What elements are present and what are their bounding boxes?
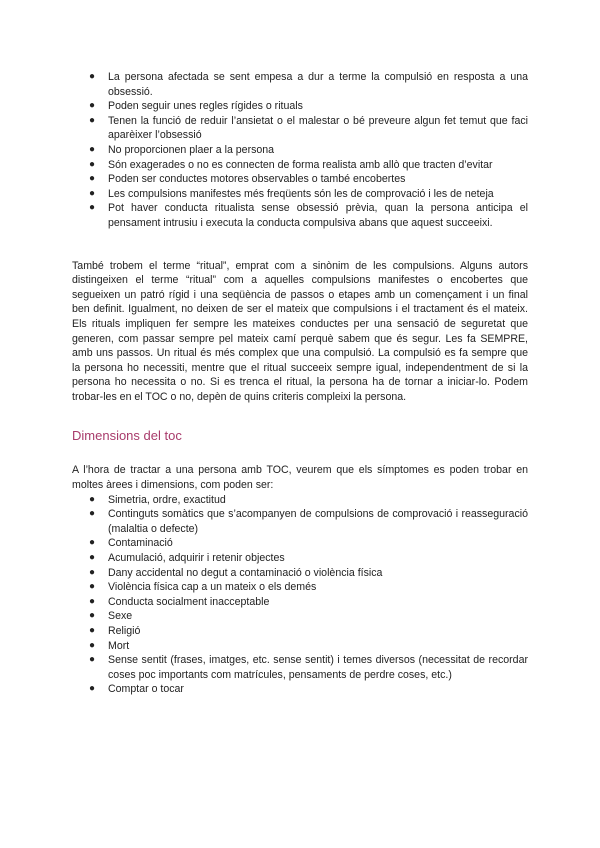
bullet-icon: ●	[89, 71, 96, 82]
list-item-text: No proporcionen plaer a la persona	[108, 143, 275, 156]
bullet-icon: ●	[89, 654, 96, 666]
list-item-text: Poden ser conductes motores observables o també encobertes	[108, 173, 406, 186]
bullet-icon: ●	[89, 143, 96, 155]
list-item	[72, 143, 528, 158]
list-item-text: Tenen la funció de reduir l’ansietat o el malestar o bé preveure algun fet temut que faci aparèixer l’obsessió	[108, 114, 528, 142]
bullet-icon: ●	[89, 537, 96, 549]
list-item-text: Sense sentit (frases, imatges, etc. sense sentit) i temes diversos (necessitat de recordar coses poc importants com matrícules, pensaments de perdre coses, etc.)	[108, 654, 528, 681]
list-item	[72, 551, 528, 566]
list-item	[72, 639, 528, 654]
list-item-text: Acumulació, adquirir i retenir objectes	[108, 552, 285, 565]
list-item-text: Violència física cap a un mateix o els demés	[108, 581, 317, 594]
bullet-icon: ●	[89, 100, 96, 112]
list-item-text: Pot haver conducta ritualista sense obsessió prèvia, quan la persona anticipa el pensament intrusiu i executa la conducta compulsiva abans que aquest succeeixi.	[108, 202, 528, 229]
bullet-icon: ●	[89, 202, 96, 214]
bullet-icon: ●	[89, 595, 96, 607]
list-item	[72, 187, 528, 202]
bullet-icon: ●	[89, 610, 96, 622]
list-item	[72, 566, 528, 581]
bullet-icon: ●	[89, 625, 96, 636]
list-item-text: La persona afectada se sent empesa a dur a terme la compulsió en resposta a una obsessió.	[108, 71, 528, 98]
list-item	[72, 114, 528, 143]
bullet-icon: ●	[89, 187, 96, 199]
list-item-text: Les compulsions manifestes més freqüents són les de comprovació i les de neteja	[108, 187, 494, 200]
list-item	[72, 624, 528, 639]
list-item-text: Poden seguir unes regles rígides o rituals	[108, 100, 303, 113]
bullet-icon: ●	[89, 683, 96, 695]
list-item	[72, 580, 528, 595]
list-item	[72, 201, 528, 230]
bullet-icon: ●	[89, 639, 96, 651]
list-item-text: Dany accidental no degut a contaminació o violència física	[108, 566, 383, 579]
list-item	[72, 70, 528, 99]
list-item-text: Sexe	[108, 610, 133, 623]
bullet-icon: ●	[89, 552, 96, 564]
bullet-icon: ●	[89, 173, 96, 185]
list-item	[72, 609, 528, 624]
bullet-icon: ●	[89, 493, 96, 505]
list-item	[72, 536, 528, 551]
bullet-icon: ●	[89, 158, 96, 170]
list-item-text: Religió	[108, 625, 141, 637]
dimensions-intro-paragraph: A l’hora de tractar a una persona amb TOC, veurem que els símptomes es poden trobar en moltes àrees i dimensions, com poden ser:	[72, 464, 528, 492]
list-item-text: Contaminació	[108, 537, 173, 550]
bullet-icon: ●	[89, 114, 96, 126]
list-item	[72, 653, 528, 682]
list-item	[72, 595, 528, 610]
list-item	[72, 682, 528, 697]
list-item-text: Són exagerades o no es connecten de forma realista amb allò que tracten d’evitar	[108, 158, 493, 171]
ritual-paragraph: També trobem el terme “ritual”, emprat com a sinònim de les compulsions. Alguns autors distingeixen el terme “ritual” com a aquelles compulsions manifestes o encobertes que segueixen un patró rígid i una seqüència de passos o etapes amb un començament i un final ben definit. Igualment, no deixen de ser el mateix que compulsions i el tractament és el mateix. Els rituals impliquen fer sempre les mateixes conductes per una sensació de seguretat que generen, com passar sempre pel mateix camí perquè sabem que és segur. Les fa SEMPRE, amb uns passos. Un ritual és més complex que una compulsió. La compulsió es fa sempre que la persona ho necessiti, mentre que el ritual succeeix sempre igual, independentment de si la persona ho necessita o no. Si es trenca el ritual, la persona ha de tornar a iniciar-lo. Podem trobar-les en el TOC o no, depèn de quins criteris compleixi la persona.	[72, 259, 528, 403]
list-item	[72, 158, 528, 173]
list-item-text: Comptar o tocar	[108, 683, 184, 696]
bullet-icon: ●	[89, 508, 96, 520]
list-item-text: Conducta socialment inacceptable	[108, 595, 270, 608]
list-item	[72, 493, 528, 508]
bullet-icon: ●	[89, 566, 96, 578]
document-page	[72, 70, 528, 697]
bullet-icon: ●	[89, 581, 96, 593]
list-item	[72, 99, 528, 114]
dimensions-list	[72, 493, 528, 697]
section-heading: Dimensions del toc	[72, 428, 182, 444]
list-item-text: Simetria, ordre, exactitud	[108, 493, 226, 506]
list-item	[72, 507, 528, 536]
list-item-text: Mort	[108, 639, 130, 652]
list-item	[72, 172, 528, 187]
compulsions-features-list	[72, 70, 528, 231]
list-item-text: Continguts somàtics que s’acompanyen de compulsions de comprovació i reasseguració (malaltia o defecte)	[108, 508, 528, 535]
